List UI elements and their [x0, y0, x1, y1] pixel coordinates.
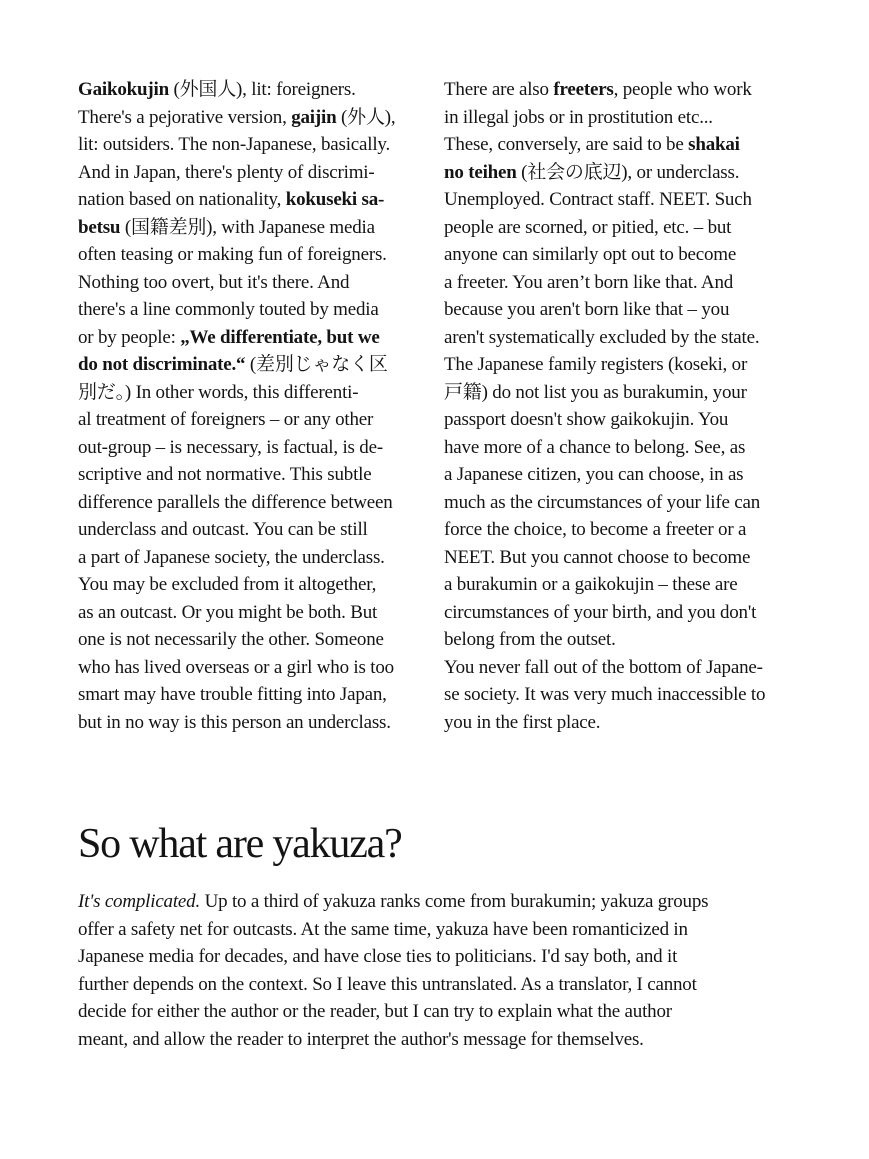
text-line: [444, 351, 794, 379]
text-line: [78, 214, 428, 242]
text-line: [78, 571, 428, 599]
text-line: [444, 76, 794, 104]
text-segment: Gaikokujin: [78, 79, 169, 100]
text-segment: underclass and outcast. You can be still: [78, 519, 368, 540]
text-column-left: [78, 76, 428, 736]
text-segment: a freeter. You aren’t born like that. And: [444, 271, 734, 293]
text-segment: „We differentiate, but we: [180, 326, 380, 348]
text-segment: in illegal jobs or in prostitution etc...: [444, 106, 713, 128]
text-segment: because you aren't born like that – you: [444, 299, 730, 320]
text-segment: 別だ。) In other words, this differenti-: [78, 381, 359, 403]
text-segment: circumstances of your birth, and you don't: [444, 601, 757, 623]
text-line: [78, 544, 428, 572]
text-segment: scriptive and not normative. This subtle: [78, 464, 372, 485]
text-line: [444, 296, 794, 324]
text-line: [444, 709, 794, 737]
text-line: [444, 654, 794, 682]
section-heading: So what are yakuza?: [78, 821, 402, 867]
text-segment: often teasing or making fun of foreigners.: [78, 244, 387, 265]
text-segment: It's complicated.: [78, 891, 201, 912]
text-segment: offer a safety net for outcasts. At the same time, yakuza have been romanticized in: [78, 918, 688, 940]
text-segment: a part of Japanese society, the underclass.: [78, 546, 385, 568]
text-line: [444, 324, 794, 352]
text-segment: people are scorned, or pitied, etc. – but: [444, 216, 732, 238]
text-segment: anyone can similarly opt out to become: [444, 244, 737, 265]
text-line: [444, 241, 794, 269]
text-segment: lit: outsiders. The non-Japanese, basically.: [78, 134, 391, 155]
text-segment: kokuseki sa-: [285, 189, 385, 210]
text-segment: You never fall out of the bottom of Japane-: [444, 656, 763, 678]
text-line: [78, 324, 428, 352]
text-line: [78, 461, 428, 489]
text-line: [444, 186, 794, 214]
text-line: [78, 241, 428, 269]
text-line: [78, 516, 428, 544]
text-line: [78, 681, 428, 709]
text-segment: much as the circumstances of your life can: [444, 491, 761, 513]
text-line: [444, 626, 794, 654]
text-segment: Japanese media for decades, and have close ties to politicians. I'd say both, and it: [78, 946, 678, 967]
text-line: [78, 76, 428, 104]
text-line: [78, 379, 428, 407]
text-segment: (国籍差別), with Japanese media: [120, 216, 375, 238]
text-line: [78, 186, 428, 214]
text-segment: Up to a third of yakuza ranks come from burakumin; yakuza groups: [200, 891, 709, 912]
text-line: [78, 599, 428, 627]
text-line: [78, 998, 798, 1026]
text-line: [78, 489, 428, 517]
text-segment: These, conversely, are said to be: [444, 134, 689, 155]
text-segment: difference parallels the difference between: [78, 491, 393, 513]
text-line: [444, 214, 794, 242]
text-line: [78, 626, 428, 654]
text-segment: freeters: [553, 79, 614, 100]
text-line: [78, 654, 428, 682]
text-segment: a burakumin or a gaikokujin – these are: [444, 574, 738, 595]
text-segment: as an outcast. Or you might be both. But: [78, 601, 378, 623]
text-segment: The Japanese family registers (koseki, or: [444, 354, 748, 375]
text-line: [78, 434, 428, 462]
text-segment: no teihen: [444, 161, 517, 183]
text-segment: belong from the outset.: [444, 629, 616, 650]
text-segment: out-group – is necessary, is factual, is de-: [78, 436, 383, 458]
text-segment: (社会の底辺), or underclass.: [516, 161, 740, 183]
intro-paragraph: [78, 888, 798, 1053]
text-segment: 戸籍) do not list you as burakumin, your: [444, 381, 747, 403]
text-line: [78, 709, 428, 737]
text-segment: (外人),: [336, 106, 396, 128]
text-segment: decide for either the author or the reader, but I can try to explain what the author: [78, 1001, 672, 1022]
text-segment: one is not necessarily the other. Someone: [78, 629, 384, 650]
text-segment: se society. It was very much inaccessible to: [444, 684, 766, 705]
text-segment: , people who work: [613, 79, 752, 100]
text-line: [444, 269, 794, 297]
text-segment: who has lived overseas or a girl who is too: [78, 656, 394, 678]
text-segment: passport doesn't show gaikokujin. You: [444, 409, 729, 430]
text-segment: smart may have trouble fitting into Japan,: [78, 684, 387, 705]
text-segment: (外国人), lit: foreigners.: [168, 79, 356, 100]
text-line: [78, 104, 428, 132]
text-line: [444, 159, 794, 187]
text-line: [444, 104, 794, 132]
text-line: [78, 888, 798, 916]
text-line: [78, 131, 428, 159]
text-line: [78, 351, 428, 379]
text-line: [444, 516, 794, 544]
text-line: [78, 159, 428, 187]
text-line: [78, 943, 798, 971]
text-segment: You may be excluded from it altogether,: [78, 574, 377, 595]
text-segment: have more of a chance to belong. See, as: [444, 436, 746, 458]
text-segment: (差別じゃなく区: [245, 354, 388, 375]
text-segment: NEET. But you cannot choose to become: [444, 546, 751, 568]
text-segment: aren't systematically excluded by the state.: [444, 326, 760, 348]
text-line: [78, 916, 798, 944]
text-line: [78, 1026, 798, 1054]
text-segment: meant, and allow the reader to interpret the author's message for themselves.: [78, 1028, 644, 1050]
text-segment: betsu: [78, 216, 121, 238]
text-segment: There are also: [444, 79, 554, 100]
text-line: [78, 296, 428, 324]
text-segment: shakai: [688, 134, 740, 155]
text-segment: or by people:: [78, 326, 181, 348]
text-segment: you in the first place.: [444, 711, 601, 733]
text-column-right: [444, 76, 794, 736]
text-segment: There's a pejorative version,: [78, 106, 292, 128]
text-segment: there's a line commonly touted by media: [78, 299, 379, 320]
text-line: [444, 461, 794, 489]
text-line: [78, 269, 428, 297]
text-line: [444, 599, 794, 627]
text-line: [78, 971, 798, 999]
text-segment: al treatment of foreigners – or any other: [78, 409, 374, 430]
text-line: [444, 379, 794, 407]
text-line: [78, 406, 428, 434]
text-line: [444, 489, 794, 517]
text-segment: Nothing too overt, but it's there. And: [78, 271, 350, 293]
text-segment: a Japanese citizen, you can choose, in as: [444, 464, 744, 485]
text-line: [444, 544, 794, 572]
text-line: [444, 406, 794, 434]
two-column-text-block: [78, 76, 794, 736]
text-segment: nation based on nationality,: [78, 189, 286, 210]
text-line: [444, 571, 794, 599]
text-line: [444, 131, 794, 159]
text-segment: but in no way is this person an underclass.: [78, 711, 391, 733]
text-segment: further depends on the context. So I leave this untranslated. As a translator, I cannot: [78, 973, 697, 995]
text-segment: And in Japan, there's plenty of discrimi-: [78, 161, 375, 183]
text-segment: do not discriminate.“: [78, 354, 246, 375]
text-segment: Unemployed. Contract staff. NEET. Such: [444, 189, 752, 210]
text-line: [444, 681, 794, 709]
text-segment: force the choice, to become a freeter or a: [444, 519, 747, 540]
text-line: [444, 434, 794, 462]
text-segment: gaijin: [291, 106, 337, 128]
